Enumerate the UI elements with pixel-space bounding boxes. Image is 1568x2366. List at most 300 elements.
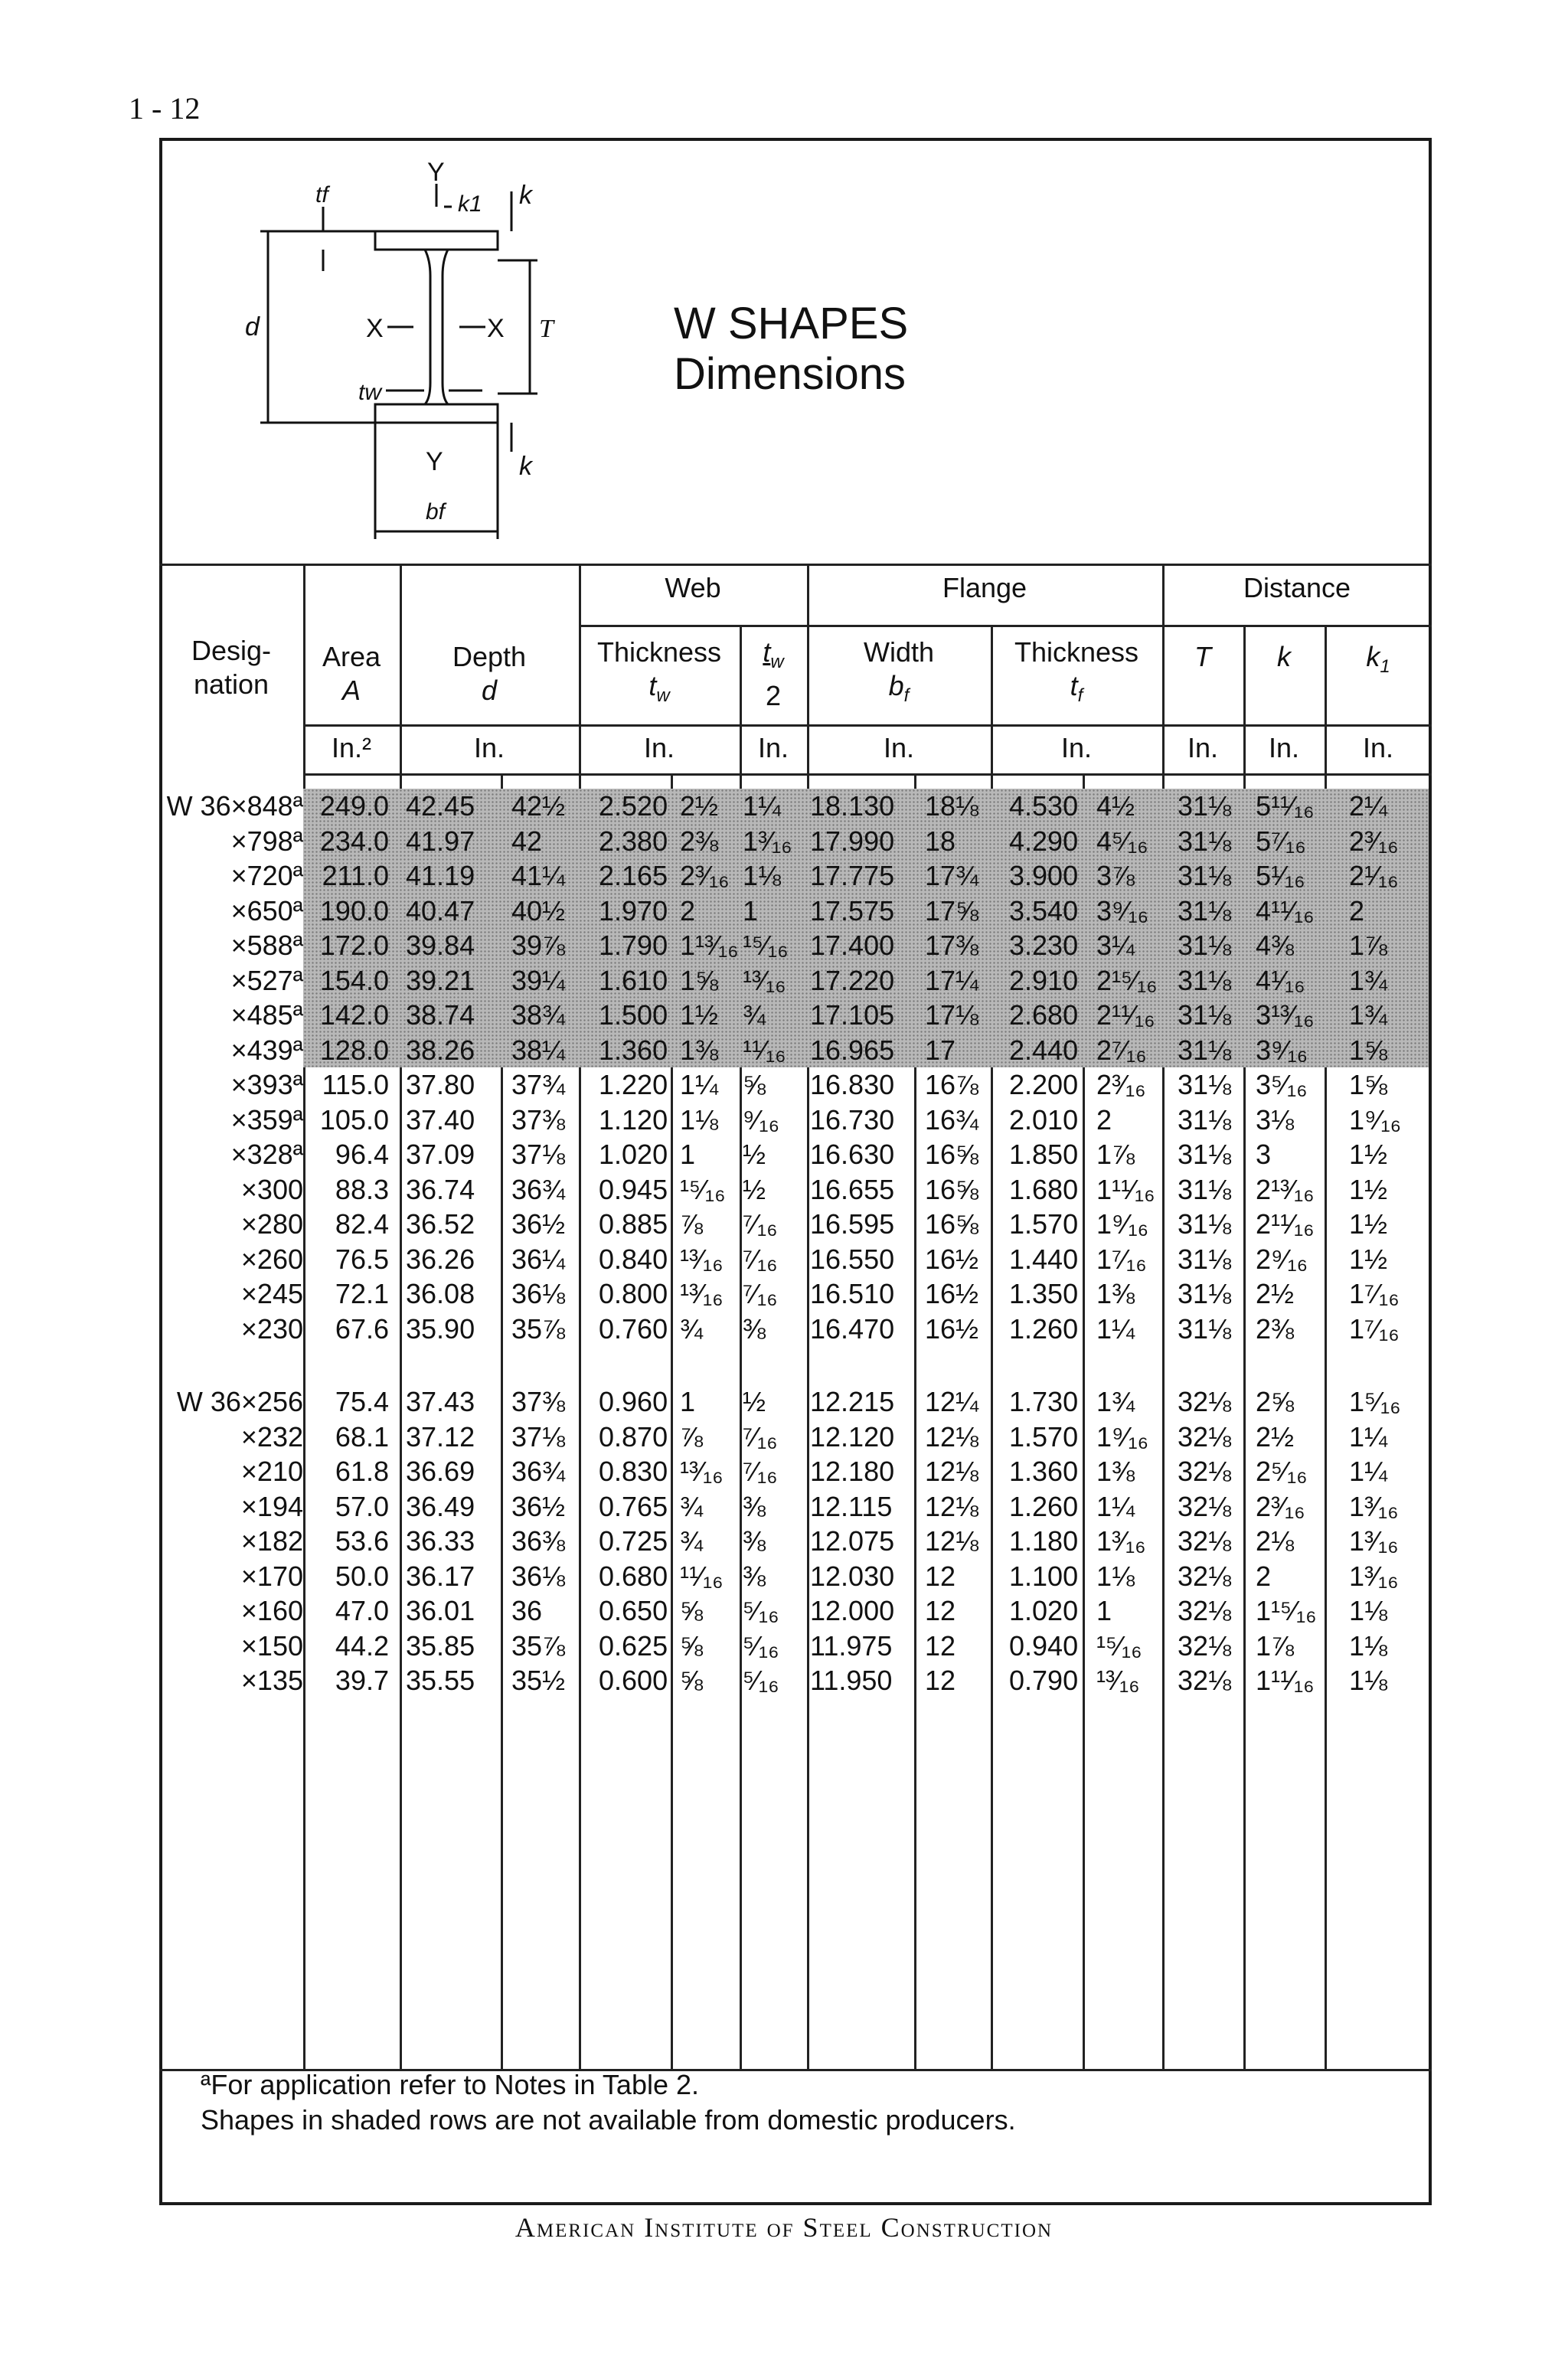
cell-df: 37¾ [511,1069,566,1100]
cell-tw2: ⁷⁄₁₆ [743,1456,778,1487]
cell-bff: 17 [925,1034,956,1066]
cell-twf: ¹³⁄₁₆ [680,1456,724,1487]
cell-twf: ¹³⁄₁₆ [680,1278,724,1309]
cell-dd: 39.84 [406,930,475,961]
cell-tf: 1.260 [1009,1490,1079,1522]
cell-tw: 2.380 [599,825,668,857]
cell-tff: 1¾ [1096,1386,1135,1417]
cell-d: ×650ª [230,894,303,926]
cell-tw: 0.885 [599,1208,668,1240]
cell-twf: 1⅛ [680,1103,719,1136]
cell-tff: 1⅜ [1096,1278,1135,1309]
cell-tw2: 1¼ [743,790,782,822]
cell-d: ×527ª [230,964,303,996]
cell-T: 32⅛ [1178,1525,1232,1557]
diagram-label-k-bottom: k [519,452,532,481]
cell-twf: 2³⁄₁₆ [680,860,730,891]
cell-dd: 36.17 [406,1560,475,1592]
diagram-label-tw: tw [358,380,381,405]
cell-bf: 12.075 [810,1525,895,1557]
cell-d: ×170 [240,1560,303,1592]
cell-bff: 16⅝ [925,1208,979,1240]
cell-dd: 40.47 [406,894,475,926]
cell-bff: 12 [925,1560,956,1592]
cell-k: 2⅜ [1256,1312,1295,1345]
cell-dd: 37.09 [406,1139,475,1170]
cell-tf: 2.680 [1009,999,1079,1031]
cell-k: 5⁷⁄₁₆ [1256,825,1306,857]
cell-k: 2⁵⁄₁₆ [1256,1456,1308,1487]
page-number: 1 - 12 [129,91,201,126]
cell-dd: 38.26 [406,1034,475,1066]
cell-twf: 2⅜ [680,825,719,857]
cell-bf: 17.400 [810,930,895,961]
cell-k1: 1½ [1349,1243,1388,1275]
cell-k1: 1⅛ [1349,1629,1388,1662]
cell-tf: 3.230 [1009,930,1079,961]
header-distance: Distance [1243,572,1351,603]
cell-tw: 0.960 [599,1386,668,1417]
cell-k: 2⁹⁄₁₆ [1256,1243,1308,1275]
cell-tff: 1³⁄₁₆ [1096,1525,1146,1557]
cell-d: ×232 [240,1420,303,1453]
cell-T: 31⅛ [1178,1034,1232,1066]
cell-k: 1¹¹⁄₁₆ [1256,1665,1315,1696]
cell-k1: 1¾ [1349,999,1388,1031]
cell-tw: 0.870 [599,1420,668,1453]
cell-tf: 1.850 [1009,1139,1079,1170]
cell-tff: 1¹¹⁄₁₆ [1096,1173,1155,1205]
cell-A: 68.1 [335,1420,389,1453]
cell-tff: 1⅞ [1096,1139,1135,1170]
cell-bff: 16½ [925,1312,979,1345]
cell-bff: 17¾ [925,860,979,891]
cell-dd: 36.08 [406,1278,475,1309]
cell-k1: 2¼ [1349,790,1388,822]
cell-k1: 1½ [1349,1208,1388,1240]
cell-twf: ¹⁵⁄₁₆ [680,1173,726,1205]
page-title: W SHAPES [674,299,909,348]
cell-df: 37⅛ [511,1420,566,1453]
cell-tf: 4.290 [1009,825,1079,857]
cell-A: 190.0 [319,894,389,926]
cell-bff: 18⅛ [925,790,979,822]
cell-k1: 1³⁄₁₆ [1349,1560,1399,1592]
cell-d: ×210 [240,1456,303,1487]
cell-A: 96.4 [335,1139,389,1170]
cell-tw: 2.520 [599,790,668,822]
cell-dd: 37.80 [406,1069,475,1100]
cell-k: 5¹⁄₁₆ [1256,860,1305,891]
cell-bf: 16.965 [810,1034,895,1066]
diagram-label-y-top: Y [427,161,445,187]
cell-tff: 4⁵⁄₁₆ [1096,825,1148,857]
cell-k1: 1³⁄₁₆ [1349,1525,1399,1557]
cell-df: 42 [511,825,543,857]
cell-tf: 0.940 [1009,1629,1079,1662]
header-tw-half: $t_w$ 2 [763,636,784,712]
cell-tff: 2¹¹⁄₁₆ [1096,999,1155,1031]
diagram-label-k1: k1 [458,191,482,217]
cell-k1: 2¹⁄₁₆ [1349,860,1399,891]
cell-k1: 1½ [1349,1173,1388,1205]
cell-tf: 1.730 [1009,1386,1079,1417]
diagram-label-k-top: k [519,181,532,210]
cell-d: ×588ª [230,930,303,961]
cell-twf: 1⅜ [680,1034,719,1066]
cell-dd: 41.97 [406,825,475,857]
cell-T: 32⅛ [1178,1490,1232,1522]
group-header-rule [579,625,1432,627]
cell-A: 57.0 [335,1490,389,1522]
cell-tw: 1.970 [599,894,668,926]
cell-A: 72.1 [335,1278,389,1309]
cell-bff: 16¾ [925,1103,979,1136]
cell-bf: 17.990 [810,825,895,857]
cell-twf: ⅞ [680,1208,704,1240]
diagram-label-y-bottom: Y [426,447,443,476]
note-footnote-a: ªFor application refer to Notes in Table 2. [201,2069,700,2100]
cell-dd: 36.49 [406,1490,475,1522]
cell-d: ×150 [240,1629,303,1662]
cell-dd: 36.26 [406,1243,475,1275]
cell-df: 38¼ [511,1034,566,1066]
cell-bff: 16⅞ [925,1069,979,1100]
cell-T: 32⅛ [1178,1560,1232,1592]
cell-tf: 2.910 [1009,964,1079,996]
cell-bf: 17.220 [810,964,895,996]
cell-bff: 12⅛ [925,1490,979,1522]
cell-T: 31⅛ [1178,1208,1232,1240]
cell-tw2: ⅝ [743,1069,766,1100]
cell-k: 4¹¹⁄₁₆ [1256,894,1315,926]
cell-tff: 3⁹⁄₁₆ [1096,894,1149,926]
cell-df: 35½ [511,1665,566,1696]
cell-bff: 16⅝ [925,1139,979,1170]
cell-bf: 11.975 [810,1629,893,1662]
page-subtitle: Dimensions [674,349,906,399]
cell-A: 142.0 [319,999,389,1031]
cell-tf: 1.570 [1009,1420,1079,1453]
cell-d: W 36×256 [176,1386,303,1417]
cell-bf: 16.830 [810,1069,895,1100]
cell-tff: 1⅛ [1096,1560,1135,1592]
cell-d: ×485ª [230,999,303,1031]
cell-d: ×798ª [230,825,303,857]
cell-tw: 1.120 [599,1103,668,1136]
header-flange: Flange [942,572,1027,603]
title-block [674,299,908,400]
cell-A: 67.6 [335,1312,389,1345]
cell-bf: 12.000 [810,1595,895,1626]
cell-A: 47.0 [335,1595,389,1626]
cell-df: 37⅜ [511,1103,566,1136]
cell-bf: 17.775 [810,860,895,891]
header-k1: $k_1$ [1366,641,1390,678]
cell-A: 249.0 [319,790,389,822]
cell-bf: 12.120 [810,1420,895,1453]
cell-dd: 41.19 [406,860,475,891]
cell-tw: 1.500 [599,999,668,1031]
cell-k1: 1³⁄₁₆ [1349,1490,1399,1522]
diagram-label-tf: tf [315,182,328,208]
cell-d: ×182 [240,1525,303,1557]
cell-df: 36⅜ [511,1525,566,1557]
cell-T: 31⅛ [1178,1103,1232,1136]
unit-k1: In. [1362,732,1394,763]
cell-d: ×230 [240,1312,303,1345]
cell-d: ×359ª [230,1103,303,1136]
cell-df: 39¼ [511,964,566,996]
cell-tw: 0.650 [599,1595,668,1626]
cell-bff: 12¼ [925,1386,979,1417]
cell-tw2: ¾ [743,999,766,1031]
cell-k: 2⅛ [1256,1525,1295,1557]
diagram-label-x-left: X [366,314,384,343]
cell-bf: 16.510 [810,1278,895,1309]
cell-d: ×135 [240,1665,303,1696]
cell-twf: 1¹³⁄₁₆ [680,930,739,961]
cell-tff: 4½ [1096,790,1135,822]
cell-A: 53.6 [335,1525,389,1557]
header-flange-width: Width $b_f$ [863,636,935,707]
cell-tf: 2.010 [1009,1103,1079,1136]
cell-tw: 1.360 [599,1034,668,1066]
cell-df: 36½ [511,1490,566,1522]
cell-df: 36¾ [511,1456,566,1487]
cell-twf: 1⅝ [680,964,719,996]
cell-k: 1¹⁵⁄₁₆ [1256,1595,1317,1626]
cell-bff: 16½ [925,1243,979,1275]
cell-tw: 0.830 [599,1456,668,1487]
cell-k: 3⅛ [1256,1103,1295,1136]
cell-A: 154.0 [319,964,389,996]
cell-tw: 0.765 [599,1490,668,1522]
cell-k1: 1¼ [1349,1456,1388,1487]
unit-flange-thickness: In. [1060,732,1093,763]
header-T: T [1194,641,1211,672]
cell-tff: 1⁹⁄₁₆ [1096,1420,1149,1453]
cell-tf: 3.540 [1009,894,1079,926]
cell-T: 31⅛ [1178,790,1232,822]
cell-A: 61.8 [335,1456,389,1487]
cell-k1: 1⅛ [1349,1665,1388,1696]
cell-k: 2¹³⁄₁₆ [1256,1173,1315,1205]
cell-tw: 0.840 [599,1243,668,1275]
cell-d: ×194 [240,1490,303,1522]
cell-bff: 12 [925,1595,956,1626]
cell-bff: 12⅛ [925,1456,979,1487]
cell-k: 2⅝ [1256,1386,1295,1417]
cell-twf: 2½ [680,790,719,822]
cell-tw2: ¹³⁄₁₆ [743,964,786,996]
cell-df: 36½ [511,1208,566,1240]
cell-df: 40½ [511,894,566,926]
cell-tff: 1 [1096,1595,1112,1626]
cell-T: 32⅛ [1178,1595,1232,1626]
cell-k1: 2 [1349,894,1365,926]
cell-dd: 35.55 [406,1665,475,1696]
cell-bff: 16⅝ [925,1173,979,1205]
header-web-thickness: Thickness $t_w$ [596,636,722,707]
cell-twf: ¾ [680,1525,704,1557]
cell-tw2: ⁵⁄₁₆ [743,1665,779,1696]
cell-dd: 36.01 [406,1595,475,1626]
cell-d: ×160 [240,1595,303,1626]
cell-twf: ⅞ [680,1420,704,1453]
cell-A: 234.0 [319,825,389,857]
cell-T: 31⅛ [1178,1243,1232,1275]
cell-twf: ⅝ [680,1629,704,1662]
w-shape-diagram [230,161,658,559]
cell-tf: 1.020 [1009,1595,1079,1626]
cell-df: 38¾ [511,999,566,1031]
cell-tf: 2.200 [1009,1069,1079,1100]
cell-k1: 1⅛ [1349,1595,1388,1626]
header-flange-thickness: Thickness $t_f$ [1014,636,1139,707]
cell-df: 35⅞ [511,1629,566,1662]
cell-T: 31⅛ [1178,894,1232,926]
cell-tw2: ⅜ [743,1525,766,1557]
cell-tff: 2¹⁵⁄₁₆ [1096,964,1158,996]
cell-bf: 11.950 [810,1665,893,1696]
cell-bff: 12 [925,1629,956,1662]
cell-tw2: ⁷⁄₁₆ [743,1243,778,1275]
cell-tf: 4.530 [1009,790,1079,822]
cell-d: ×260 [240,1243,303,1275]
cell-tff: 3⅞ [1096,860,1135,891]
cell-df: 37⅜ [511,1386,566,1417]
cell-tw2: 1³⁄₁₆ [743,825,792,857]
diagram-label-bf: bf [426,499,446,525]
cell-tw: 1.220 [599,1069,668,1100]
cell-bff: 17⅛ [925,999,979,1031]
cell-tw: 0.945 [599,1173,668,1205]
cell-T: 31⅛ [1178,1312,1232,1345]
cell-k: 4¹⁄₁₆ [1256,964,1305,996]
cell-k1: 1⅝ [1349,1034,1388,1066]
cell-k1: 1½ [1349,1139,1388,1170]
cell-bff: 17¼ [925,964,979,996]
cell-k: 2 [1256,1560,1272,1592]
cell-tf: 1.100 [1009,1560,1079,1592]
units-bottom-rule [303,773,1432,776]
cell-T: 31⅛ [1178,1173,1232,1205]
cell-df: 35⅞ [511,1312,566,1345]
unit-tw-half: In. [757,732,789,763]
cell-bf: 16.550 [810,1243,895,1275]
cell-tff: 2 [1096,1103,1112,1136]
cell-bf: 16.470 [810,1312,895,1345]
cell-df: 41¼ [511,860,566,891]
cell-dd: 36.52 [406,1208,475,1240]
header-web: Web [665,572,721,603]
cell-bf: 12.030 [810,1560,895,1592]
cell-bf: 12.215 [810,1386,895,1417]
cell-T: 31⅛ [1178,1139,1232,1170]
cell-tf: 1.440 [1009,1243,1079,1275]
cell-bff: 16½ [925,1278,979,1309]
cell-k1: 1⁷⁄₁₆ [1349,1278,1400,1309]
cell-k1: 1¼ [1349,1420,1388,1453]
cell-d: ×720ª [230,860,303,891]
cell-dd: 36.74 [406,1173,475,1205]
cell-dd: 36.69 [406,1456,475,1487]
cell-twf: 2 [680,894,696,926]
cell-A: 76.5 [335,1243,389,1275]
cell-T: 32⅛ [1178,1420,1232,1453]
cell-k: 2½ [1256,1420,1295,1453]
cell-dd: 38.74 [406,999,475,1031]
unit-T: In. [1187,732,1219,763]
cell-dd: 35.85 [406,1629,475,1662]
cell-df: 39⅞ [511,930,566,961]
cell-tw: 2.165 [599,860,668,891]
cell-T: 31⅛ [1178,825,1232,857]
cell-T: 32⅛ [1178,1456,1232,1487]
cell-tff: 1⁷⁄₁₆ [1096,1243,1147,1275]
cell-df: 36 [511,1595,543,1626]
cell-tw2: ⅜ [743,1490,766,1522]
cell-tw: 1.790 [599,930,668,961]
cell-tw2: ¹¹⁄₁₆ [743,1034,786,1066]
cell-tff: 1¼ [1096,1312,1135,1345]
cell-tf: 1.360 [1009,1456,1079,1487]
table-notes [201,2067,1016,2138]
cell-bf: 16.730 [810,1103,895,1136]
cell-tf: 2.440 [1009,1034,1079,1066]
cell-T: 31⅛ [1178,860,1232,891]
cell-k1: 1⅝ [1349,1069,1388,1100]
cell-tf: 1.180 [1009,1525,1079,1557]
cell-d: ×245 [240,1278,303,1309]
cell-bff: 17⅝ [925,894,979,926]
cell-tw: 0.625 [599,1629,668,1662]
cell-bff: 17⅜ [925,930,979,961]
cell-tf: 0.790 [1009,1665,1079,1696]
cell-d: ×439ª [230,1034,303,1066]
cell-k1: 1¾ [1349,964,1388,996]
cell-A: 115.0 [322,1069,389,1100]
cell-df: 36¼ [511,1243,566,1275]
diagram-label-d: d [245,312,260,342]
cell-twf: ¾ [680,1490,704,1522]
cell-dd: 37.12 [406,1420,475,1453]
cell-bf: 16.655 [810,1173,895,1205]
cell-tff: 1⁹⁄₁₆ [1096,1208,1149,1240]
cell-k: 4⅜ [1256,930,1295,961]
cell-k: 2½ [1256,1278,1295,1309]
cell-twf: ¾ [680,1312,704,1345]
header-depth: Depth d [452,641,527,706]
cell-tff: ¹⁵⁄₁₆ [1096,1629,1142,1662]
cell-d: ×328ª [230,1139,303,1170]
cell-bf: 17.575 [810,894,895,926]
units-top-rule [303,724,1432,727]
cell-bff: 12⅛ [925,1525,979,1557]
header-top-rule [159,564,1432,566]
unit-area: In.² [331,732,371,763]
cell-tf: 1.350 [1009,1278,1079,1309]
cell-T: 32⅛ [1178,1386,1232,1417]
header-k: k [1277,641,1291,672]
cell-tw2: ¹⁵⁄₁₆ [743,930,789,961]
cell-k: 1⅞ [1256,1629,1295,1662]
cell-d: W 36×848ª [166,790,303,822]
cell-bf: 16.595 [810,1208,895,1240]
cell-k: 2³⁄₁₆ [1256,1490,1305,1522]
cell-tff: 2⁷⁄₁₆ [1096,1034,1147,1066]
